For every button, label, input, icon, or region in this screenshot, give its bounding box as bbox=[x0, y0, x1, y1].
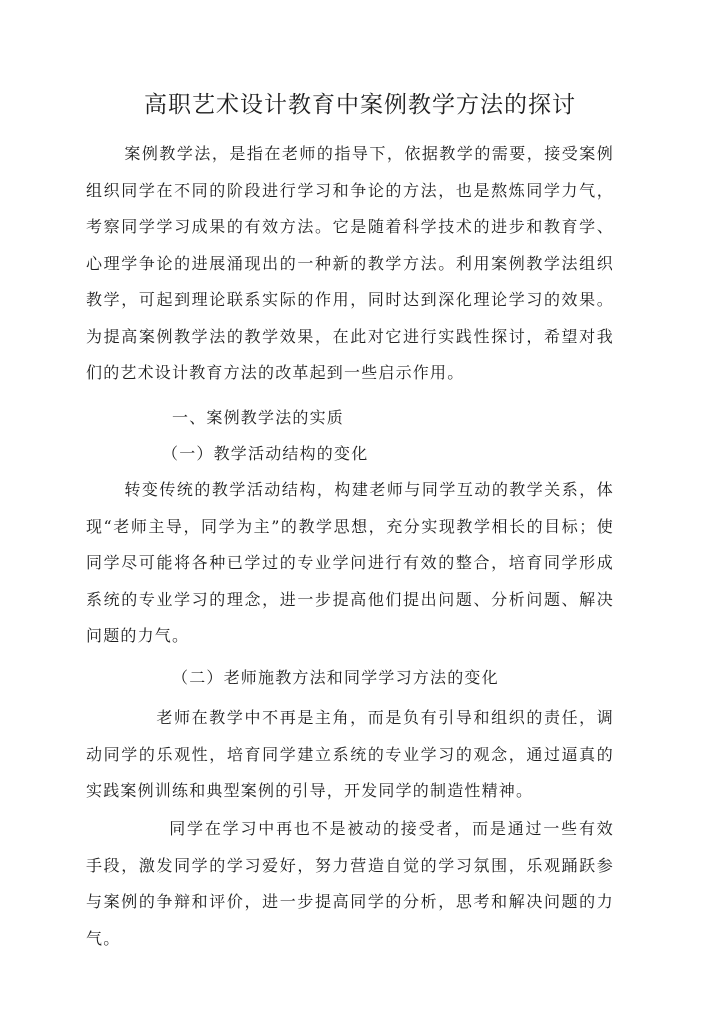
section-heading-1: 一、案例教学法的实质 bbox=[172, 408, 345, 427]
subsection-2-paragraph-2: 同学在学习中再也不是被动的接受者，而是通过一些有效手段，激发同学的学习爱好，努力营造自觉的学习氛围，乐观踊跃参与案例的争辩和评价，进一步提高同学的分析，思考和解决问题的力气。 bbox=[86, 819, 614, 948]
subsection-heading-2: （二）老师施教方法和同学学习方法的变化 bbox=[172, 668, 499, 687]
intro-paragraph: 案例教学法，是指在老师的指导下，依据教学的需要，接受案例组织同学在不同的阶段进行学习和争论的方法，也是熬炼同学力气，考察同学学习成果的有效方法。它是随着科学技术的进步和教育学、心理学争论的进展涌现出的一种新的教学方法。利用案例教学法组织教学，可起到理论联系实际的作用，同时达到深化理论学习的效果。为提高案例教学法的教学效果，在此对它进行实践性探讨，希望对我们的艺术设计教育方法的改革起到一些启示作用。 bbox=[86, 144, 614, 382]
subsection-2-paragraph-1: 老师在教学中不再是主角，而是负有引导和组织的责任，调动同学的乐观性，培育同学建立系统的专业学习的观念，通过逼真的实践案例训练和典型案例的引导，开发同学的制造性精神。 bbox=[86, 708, 614, 800]
subsection-heading-1: （一）教学活动结构的变化 bbox=[162, 444, 369, 463]
subsection-1-paragraph: 转变传统的教学活动结构，构建老师与同学互动的教学关系，体现“老师主导，同学为主”的教学思想，充分实现教学相长的目标；使同学尽可能将各种已学过的专业学问进行有效的整合，培育同学形成系统的专业学习的理念，进一步提高他们提出问题、分析问题、解决问题的力气。 bbox=[86, 480, 614, 645]
document-title: 高职艺术设计教育中案例教学方法的探讨 bbox=[144, 92, 576, 118]
